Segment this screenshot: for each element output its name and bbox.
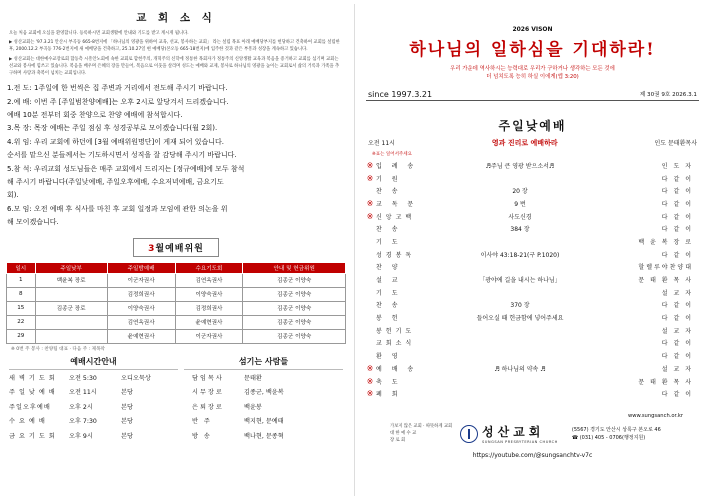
order-item-name: 신앙고백 — [376, 213, 416, 221]
duty-cell: 김정희권사 — [107, 287, 175, 301]
order-item-person: 다 같 이 — [661, 251, 693, 259]
schedule-name: 주일오후예배 — [9, 403, 51, 411]
servant-name: 백윤봉 — [243, 403, 262, 411]
order-item-content: 들어오실 때 헌금함에 넣어주세요 — [476, 315, 564, 323]
schedule-name: 새 벽 기 도 회 — [9, 374, 56, 382]
order-item-content: 370 장 — [510, 302, 530, 310]
stand-marker: ※ — [366, 211, 374, 221]
service-time: 오전 11시 — [368, 140, 395, 147]
order-item-name: 교 독 문 — [376, 200, 418, 208]
servant-name: 백나현, 문종혁 — [243, 432, 284, 440]
order-of-service — [360, 159, 705, 400]
stand-marker: ※ — [366, 198, 374, 208]
duty-cell: 이양숙권사 — [107, 301, 175, 315]
list-item — [184, 386, 343, 401]
notice-line: 4.위 임: 우리 교회에 하던에 [3월 예배위원명단]이 게재 되어 있습니다. — [7, 137, 225, 146]
list-item — [9, 386, 178, 401]
duty-cell — [35, 315, 107, 329]
order-item-content: 9 번 — [514, 200, 526, 208]
order-row — [364, 324, 693, 337]
order-item-name: 축 도 — [376, 378, 402, 386]
stand-marker: ※ — [366, 389, 374, 399]
order-row — [364, 387, 693, 400]
phone: ☎ (031) 405 - 0706(행정지원) — [571, 434, 646, 441]
duty-cell: 이군자권사 — [107, 273, 175, 287]
right-panel — [360, 3, 705, 459]
order-item-content: 「광야에 길을 내시는 하나님」 — [479, 277, 561, 285]
footer-denomination: 대 한 예 수 교 — [390, 431, 417, 436]
order-row — [364, 172, 693, 185]
order-item-person: 설 교 자 — [661, 289, 693, 297]
duty-col-evening: 주일밤예배 — [107, 262, 175, 273]
schedule-place: 본당 — [121, 389, 133, 397]
fold-line — [354, 4, 355, 496]
footer-denomination: 장 로 회 — [390, 438, 406, 443]
denomination-text — [390, 423, 460, 444]
servants-list — [184, 356, 343, 445]
notice-line: 회). — [7, 191, 19, 200]
order-item-name: 봉 헌 — [376, 315, 402, 323]
schedule-title: 예배시간안내 — [9, 356, 178, 370]
news-box — [3, 30, 349, 77]
website-link[interactable]: www.sungsanch.or.kr — [627, 413, 683, 419]
order-row — [364, 337, 693, 350]
duty-col-wednesday: 수요기도회 — [175, 262, 243, 273]
duty-cell: 김종군 장로 — [35, 301, 107, 315]
duty-col-date: 일시 — [7, 262, 36, 273]
servant-name: 문태환 — [243, 374, 262, 382]
list-item — [9, 430, 178, 445]
stand-marker: ※ — [366, 173, 374, 183]
motto-verse-1: 우리 가운데 역사하시는 능력대로 우리가 구하거나 생각하는 모든 것에 — [450, 66, 615, 72]
order-item-name: 설 교 — [376, 277, 402, 285]
order-row — [364, 261, 693, 274]
duty-cell: 29 — [7, 329, 36, 343]
servant-role: 시무장로 — [191, 389, 224, 397]
order-row — [364, 311, 693, 324]
order-item-person: 다 같 이 — [661, 175, 693, 183]
news-title: 교 회 소 식 — [136, 12, 216, 24]
duty-cell: 김연옥권사 — [175, 273, 243, 287]
schedule-place: 오디오묵상 — [121, 374, 151, 382]
servant-role: 담임목사 — [191, 374, 224, 382]
servant-role: 은퇴장로 — [191, 403, 224, 411]
church-id-row — [360, 423, 705, 444]
order-row — [364, 299, 693, 312]
duty-cell: 윤예현권사 — [175, 315, 243, 329]
duty-cell: 백윤복 장로 — [35, 273, 107, 287]
duty-cell: 김연옥권사 — [107, 315, 175, 329]
order-item-person: 다 같 이 — [661, 200, 693, 208]
order-item-person: 할렐루야찬양대 — [638, 264, 693, 272]
order-item-person: 백 윤 복 장 로 — [638, 238, 693, 246]
duty-cell: 8 — [7, 287, 36, 301]
news-paragraph: ▶ 성산교회는 '97.3.21 안산시 부곡동 665-8번지에 「하나님의 영광을 위하여 교육, 선교, 봉사하는 교회」 라는 설립 목표 아래 예배당부지를 헌당하고 건축하여 교회를 설립한 후, 2000.12.2 부곡동 776-2번지에 새 예배당을 건축하고, 25.10.27일 현 예배당(본오동 665-18번지)에 입주한 것과 같은 부흥과 성장을 계속하고 있습니다. — [9, 40, 340, 53]
order-row — [364, 222, 693, 235]
notice-line: 6.모 임: 오전 예배 후 식사를 마친 후 교회 일정과 모임에 관한 의논을 위 — [7, 204, 228, 213]
youtube-link[interactable]: https://youtube.com/@sungsanchtv-v7c — [472, 452, 593, 459]
duty-cell: 1 — [7, 273, 36, 287]
list-item — [184, 372, 343, 387]
order-item-name: 기 도 — [376, 289, 402, 297]
order-row — [364, 375, 693, 388]
order-item-content: 이사야 43:18-21(구 P.1020) — [480, 251, 560, 259]
motto-verse-2: 더 넘치도록 능히 하실 이에게(엡 3:20) — [486, 74, 579, 80]
servant-name: 김종군, 백윤복 — [243, 389, 284, 397]
servants-title: 섬기는 사람들 — [184, 356, 343, 370]
footer-tagline: 가보지 않은 교회 · 따뜻하게 교회 — [390, 424, 453, 429]
order-item-name: 기 도 — [376, 238, 402, 246]
order-item-name: 환 영 — [376, 353, 402, 361]
order-item-person: 다 같 이 — [661, 315, 693, 323]
servant-role: 반 주 — [191, 418, 212, 426]
notice-line: 해 모이겠습니다. — [7, 218, 59, 227]
schedule-place: 본당 — [121, 403, 133, 411]
schedule-name: 수 요 예 배 — [9, 418, 46, 426]
list-item — [9, 372, 178, 387]
list-item — [184, 415, 343, 430]
order-item-person: 다 같 이 — [661, 188, 693, 196]
order-item-name: 입 례 송 — [376, 162, 418, 170]
notice-line: 2.예 배: 이번 주 [주일범찬양예배]는 오후 2시로 앞당겨서 드리겠습니다. — [7, 97, 229, 106]
address: (5567) 경기도 안산시 상록구 본오로 46 — [571, 426, 661, 433]
notice-line: 1.전 도: 1주일에 한 번씩은 집 주변과 거리에서 전도해 주시기 바랍니다. — [7, 84, 228, 93]
schedule-time: 오후 2시 — [69, 403, 93, 411]
schedule-time: 오후 7:30 — [69, 418, 97, 426]
table-row — [7, 287, 346, 301]
table-row — [7, 315, 346, 329]
vision-label: 2026 VISON — [512, 26, 553, 33]
order-item-name: 찬 송 — [376, 302, 402, 310]
news-paragraph: ▶ 성산교회는 대한예수교장로회 합동측 시흥안노회에 속한 교회로 합헌주의, 개혁주의 신학에 정통한 목회자가 정통주의 신앙생활 교육과 복음을 증거하고 교회를 섬기며 교회는 선교와 봉사에 힘쓰고 있습니다. 복음을 배우며 은혜의 장을 만들어, 복음으로 이웃을 살리며 성도는 예배와 교제, 봉사로 하나님의 영광을 높이는 교회로서 삶의 거룩과 가족을 추구하며 사랑과 축복이 넘치는 교회입니다. — [9, 56, 340, 77]
stand-note: ※표는 일어서주세요 — [372, 152, 412, 157]
table-row — [7, 329, 346, 343]
order-item-person: 다 같 이 — [661, 391, 693, 399]
order-item-person: 설 교 자 — [661, 365, 693, 373]
order-item-name: 찬 송 — [376, 188, 402, 196]
duty-col-morning: 주일낮부 — [35, 262, 107, 273]
month-number: 3 — [148, 243, 156, 254]
order-item-person: 다 같 이 — [661, 226, 693, 234]
table-row — [7, 301, 346, 315]
sermon-heading: 영과 진리로 예배하라 — [491, 139, 558, 147]
footer — [360, 413, 705, 459]
church-logo-icon — [460, 425, 478, 443]
duty-cell: 22 — [7, 315, 36, 329]
notice-line: 5.참 석: 우리교회 성도님들은 매주 교회에서 드리지는 [정규예배]에 모두 참석 — [7, 164, 245, 173]
order-item-name: 성경봉독 — [376, 251, 416, 259]
order-item-person: 문 태 환 목 사 — [638, 378, 693, 386]
notice-line: 3.목 장: 목장 예배는 주일 점심 후 성경공부로 모이겠습니다(월 2회). — [7, 124, 218, 133]
order-item-name: 찬 양 — [376, 264, 402, 272]
order-item-person: 인 도 자 — [661, 162, 693, 170]
duty-header-row — [7, 262, 346, 273]
duty-cell: 김종군 이양숙 — [243, 287, 346, 301]
duty-cell: 김정희권사 — [175, 301, 243, 315]
servant-role: 방 송 — [191, 432, 212, 440]
notice-list — [3, 82, 349, 229]
church-name-block — [482, 423, 558, 444]
order-item-content: 20 장 — [512, 188, 528, 196]
order-item-person: 다 같 이 — [661, 340, 693, 348]
duty-cell: 15 — [7, 301, 36, 315]
service-meta — [360, 138, 705, 148]
notice-line: 순서를 맡으신 분들께서는 기도하시면서 성직을 잘 감당해 주시기 바랍니다. — [7, 151, 237, 160]
order-item-person: 문 태 환 목 사 — [638, 277, 693, 285]
order-item-content: 384 장 — [510, 226, 530, 234]
duty-cell: 김종군 이양숙 — [243, 329, 346, 343]
duty-cell: 이군자권사 — [175, 329, 243, 343]
stand-marker: ※ — [366, 376, 374, 386]
order-item-content: ♬주님 큰 영광 받으소서♬ — [485, 162, 555, 170]
order-item-content: ♬ 하나님의 약속 ♬ — [494, 365, 546, 373]
order-row — [364, 184, 693, 197]
motto-title: 하나님의 일하심을 기대하라! — [409, 40, 656, 60]
order-row — [364, 362, 693, 375]
schedule-place: 본당 — [121, 432, 133, 440]
order-row — [364, 159, 693, 172]
order-item-name: 예 배 송 — [376, 365, 418, 373]
stand-marker: ※ — [366, 160, 374, 170]
order-row — [364, 248, 693, 261]
order-item-content: 사도신경 — [508, 213, 532, 221]
duty-col-usher: 안내 및 헌금위원 — [243, 262, 346, 273]
order-item-name: 폐 회 — [376, 391, 402, 399]
news-paragraph: 오늘 처음 교회에 오심을 환영합니다. 등록하시면 교회생활에 안내와 기도를 받고 계시게 됩니다. — [9, 31, 189, 36]
divider — [366, 100, 699, 101]
since-date: since 1997.3.21 — [368, 90, 433, 99]
list-item — [184, 401, 343, 416]
order-item-name: 교회소식 — [376, 340, 416, 348]
duty-heading-text: 월예배위원 — [155, 243, 204, 254]
order-row — [364, 210, 693, 223]
list-item — [9, 415, 178, 430]
duty-cell: 김종군 이양숙 — [243, 273, 346, 287]
duty-cell — [35, 287, 107, 301]
duty-table — [6, 262, 346, 344]
servant-name: 백지현, 문예태 — [243, 418, 284, 426]
table-row — [7, 273, 346, 287]
list-item — [9, 401, 178, 416]
schedule-place: 본당 — [121, 418, 133, 426]
service-title: 주일낮예배 — [498, 119, 567, 133]
service-leader: 인도 문태환목사 — [654, 140, 697, 147]
duty-cell: 이양숙권사 — [175, 287, 243, 301]
left-panel — [3, 3, 349, 444]
schedule-name: 금 요 기 도 회 — [9, 432, 56, 440]
order-item-person: 다 같 이 — [661, 353, 693, 361]
duty-cell — [35, 329, 107, 343]
order-row — [364, 197, 693, 210]
order-item-person: 다 같 이 — [661, 302, 693, 310]
stand-marker: ※ — [366, 363, 374, 373]
order-item-person: 다 같 이 — [661, 213, 693, 221]
schedule-time: 오전 5:30 — [69, 374, 97, 382]
order-row — [364, 235, 693, 248]
worship-schedule — [9, 356, 178, 445]
bottom-left-info — [3, 356, 349, 445]
notice-line: 해 주시기 바랍니다(주일낮예배, 주일오후예배, 수요저녁예배, 금요기도 — [7, 178, 224, 187]
issue-info — [360, 90, 705, 99]
issue-number: 제 30권 9호 2026.3.1 — [639, 92, 697, 98]
schedule-time: 오전 11시 — [69, 389, 97, 397]
duty-cell: 김종군 이양숙 — [243, 301, 346, 315]
church-name: 성산교회 — [482, 425, 545, 439]
order-row — [364, 273, 693, 286]
duty-heading — [3, 236, 349, 257]
list-item — [184, 430, 343, 445]
order-row — [364, 349, 693, 362]
notice-line: 예배 10분 전부터 회중 찬양으로 찬양 예배에 참석합시다. — [7, 111, 183, 120]
duty-cell: 윤예현권사 — [107, 329, 175, 343]
schedule-name: 주 일 낮 예 배 — [9, 389, 56, 397]
schedule-time: 오후 9시 — [69, 432, 93, 440]
church-name-english: SUNGSAN PRESBYTERIAN CHURCH — [482, 440, 558, 444]
contact-block — [572, 426, 661, 442]
order-item-name: 기 원 — [376, 175, 402, 183]
order-item-name: 봉헌기도 — [376, 327, 416, 335]
order-row — [364, 286, 693, 299]
duty-note: ※ 0번 주 봉사 : 찬양팀 대표 · 다음 주 : 제목팍 — [11, 346, 105, 352]
order-item-name: 찬 송 — [376, 226, 402, 234]
order-item-person: 설 교 자 — [661, 327, 693, 335]
duty-cell: 김종군 이양숙 — [243, 315, 346, 329]
